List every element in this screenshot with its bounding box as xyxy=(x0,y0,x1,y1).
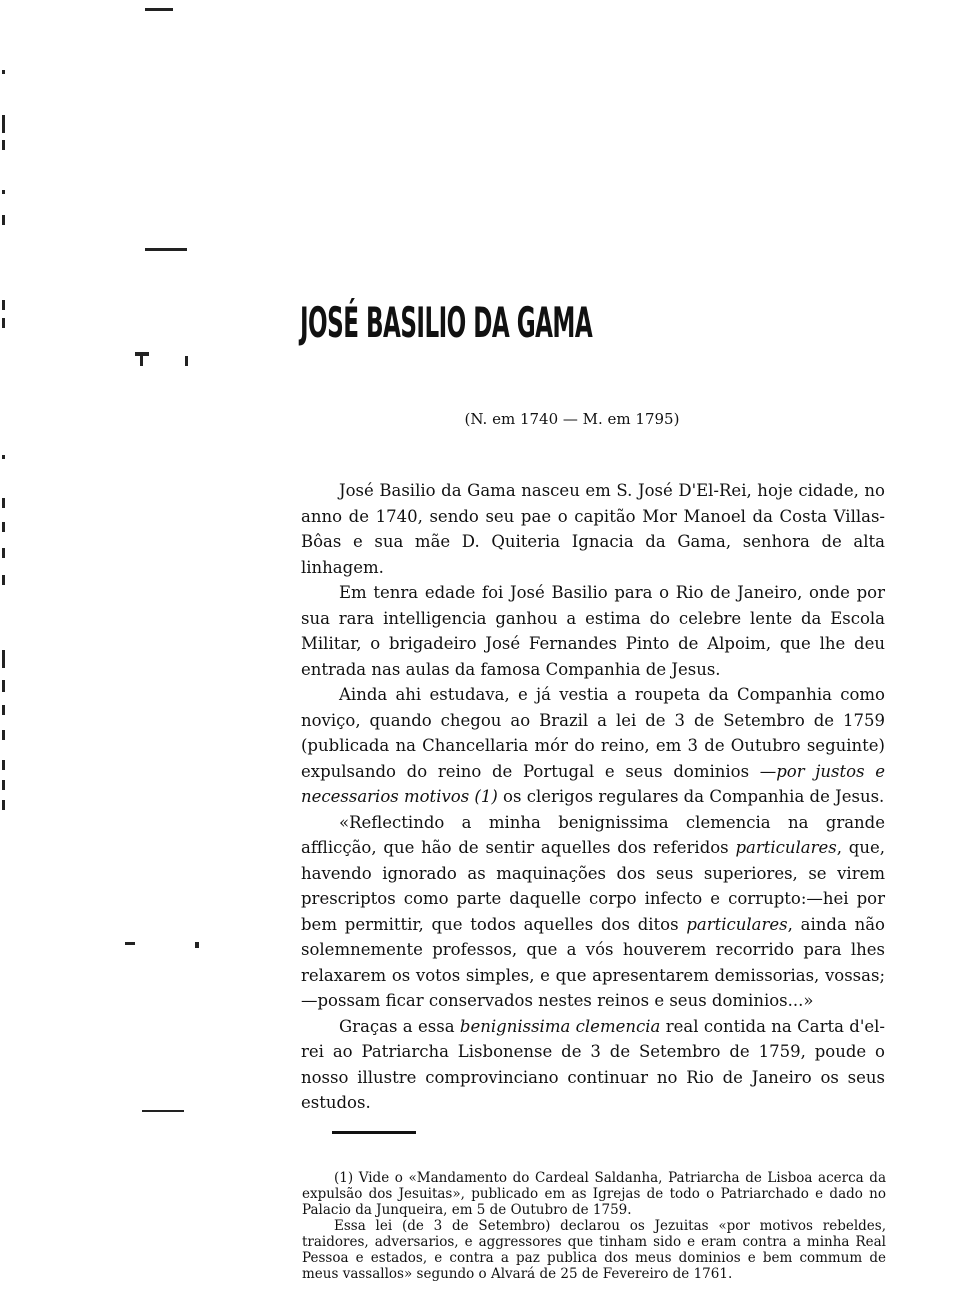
scan-artifact xyxy=(142,1110,184,1112)
body-text xyxy=(301,478,885,1116)
italic-word: particulares xyxy=(735,838,837,857)
scan-artifact xyxy=(2,522,5,532)
footnote: (1) Vide o «Mandamento do Cardeal Saldanha, Patriarcha de Lisboa acerca da expulsão dos Jesuitas», publicado em as Igrejas de todo o Patriarchado e dado no Palacio da Junqueira, em 5 de Outubro de 1759. xyxy=(302,1170,886,1218)
scan-artifact xyxy=(2,575,5,585)
paragraph-text: os clerigos regulares da Companhia de Jesus. xyxy=(497,787,885,806)
scan-artifact xyxy=(2,730,5,740)
paragraph xyxy=(301,1014,885,1116)
footnotes xyxy=(302,1170,886,1282)
scan-artifact xyxy=(2,300,5,310)
scan-artifact xyxy=(125,942,135,945)
paragraph: Em tenra edade foi José Basilio para o Rio de Janeiro, onde por sua rara intelligencia ganhou a estima do celebre lente da Escola Militar, o brigadeiro José Fernandes Pinto de Alpoim, que lhe deu entrada nas aulas da famosa Companhia de Jesus. xyxy=(301,583,885,679)
scan-artifact xyxy=(2,115,5,133)
scan-artifact xyxy=(2,140,5,150)
scan-artifact xyxy=(2,680,5,692)
italic-word: particulares xyxy=(686,914,788,934)
footnote: Essa lei (de 3 de Setembro) declarou os Jezuitas «por motivos rebeldes, traidores, adversarios, e aggressores que tinham sido e eram contra a minha Real Pessoa e estados, e contra a paz publica dos meus dominios e bem commum de meus vassallos» segundo o Alvará de 25 de Fevereiro de 1761. xyxy=(302,1218,886,1282)
birth-death-dates: (N. em 1740 — M. em 1795) xyxy=(464,410,680,428)
scan-artifact xyxy=(2,548,5,558)
paragraph: José Basilio da Gama nasceu em S. José D'El-Rei, hoje cidade, no anno de 1740, sendo seu pae o capitão Mor Manoel da Costa Villas-Bôas e sua mãe D. Quiteria Ignacia da Gama, senhora de alta linhagem. xyxy=(301,481,885,577)
paragraph-text: Graças a essa xyxy=(339,1016,460,1036)
scan-artifact xyxy=(2,800,5,810)
paragraph-text: real contida na Carta d'el-rei ao Patriarcha Lisbonense de 3 de Setembro de 1759, poude o nosso illustre comprovinciano continuar no Rio de Janeiro os seus estudos. xyxy=(301,1016,886,1112)
paragraph xyxy=(301,682,885,810)
scan-artifact xyxy=(2,455,5,459)
scan-artifact xyxy=(195,942,199,948)
scan-artifact xyxy=(2,215,5,225)
scan-artifact xyxy=(185,356,188,366)
quote-text: «Reflectindo a minha benignissima clemencia na grande afflicção, que hão de sentir aquelles dos referidos xyxy=(301,812,885,857)
italic-phrase: benignissima clemencia xyxy=(459,1016,661,1036)
scan-artifact xyxy=(145,248,187,251)
italic-phrase: —por justos e necessarios motivos (1) xyxy=(301,761,885,806)
scan-artifact xyxy=(2,318,5,328)
chapter-title: JOSÉ BASILIO DA GAMA xyxy=(300,298,593,347)
scan-artifact xyxy=(2,498,5,508)
scan-artifact xyxy=(2,650,5,668)
quote-text: , que, havendo ignorado as maquinações dos seus superiores, se virem prescriptos como parte daquelle corpo infecto e corrupto:—hei por bem permittir, que todos aquelles dos ditos xyxy=(301,838,885,934)
paragraph-text: Ainda ahi estudava, e já vestia a roupeta da Companhia como noviço, quando chegou ao Brazil a lei de 3 de Setembro de 1759 (publicada na Chancellaria mór do reino, em 3 de Outubro seguinte) expulsando do reino de Portugal e seus dominios xyxy=(301,685,885,781)
scan-artifact xyxy=(2,760,5,770)
quotation xyxy=(301,810,885,1014)
quote-text: , ainda não solemnemente professos, que a vós houverem recorrido para lhes relaxarem os votos simples, e que apresentarem demissorias, vossas;—possam ficar conservados nestes reinos e seus dominios...» xyxy=(301,914,885,1010)
scan-artifact xyxy=(2,780,5,790)
scan-artifact xyxy=(2,70,5,74)
scan-artifact xyxy=(140,352,143,366)
footnote-separator xyxy=(332,1131,416,1134)
scan-artifact xyxy=(2,190,5,194)
scan-artifact xyxy=(145,8,173,11)
scan-artifact xyxy=(2,705,5,715)
